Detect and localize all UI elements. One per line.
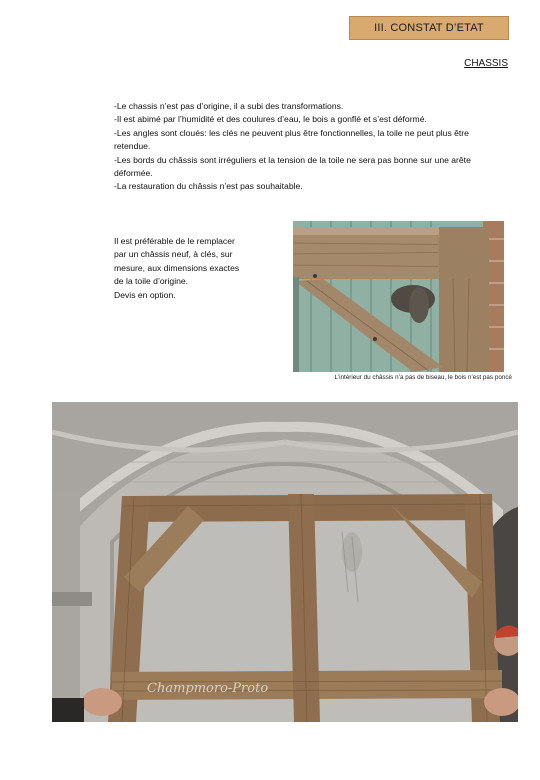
section-title: CHASSIS bbox=[464, 58, 508, 69]
stretcher-back-photo bbox=[52, 402, 518, 722]
finding-item: -Les bords du châssis sont irréguliers et la tension de la toile ne sera pas bonne sur une arête déformée. bbox=[114, 154, 471, 179]
header-title: III. CONSTAT D’ETAT bbox=[374, 22, 484, 34]
finding-item: -Il est abimé par l’humidité et des coulures d’eau, le bois a gonflé et s’est déformé. bbox=[114, 114, 427, 125]
section-header bbox=[349, 16, 509, 40]
stretcher-detail-photo bbox=[293, 221, 504, 372]
recommendation-text bbox=[114, 235, 274, 302]
finding-item: -Les angles sont cloués: les clés ne peuvent plus être fonctionnelles, la toile ne peut plus être retendue. bbox=[114, 127, 469, 152]
recommendation-line: Il est préférable de le remplacer bbox=[114, 236, 235, 246]
inscription-text: Champmoro-Proto bbox=[147, 681, 269, 696]
finding-item: -Le chassis n’est pas d’origine, il a subi des transformations. bbox=[114, 101, 344, 111]
findings-list bbox=[114, 100, 494, 194]
recommendation-line: de la toile d’origine. bbox=[114, 276, 189, 287]
recommendation-line: par un châssis neuf, à clés, sur bbox=[114, 249, 233, 260]
photo-caption: L’intérieur du châssis n’a pas de biseau, le bois n’est pas poncé bbox=[334, 374, 512, 381]
finding-item: -La restauration du châssis n’est pas souhaitable. bbox=[114, 181, 303, 192]
recommendation-line: mesure, aux dimensions exactes bbox=[114, 262, 240, 273]
recommendation-line: Devis en option. bbox=[114, 289, 176, 300]
